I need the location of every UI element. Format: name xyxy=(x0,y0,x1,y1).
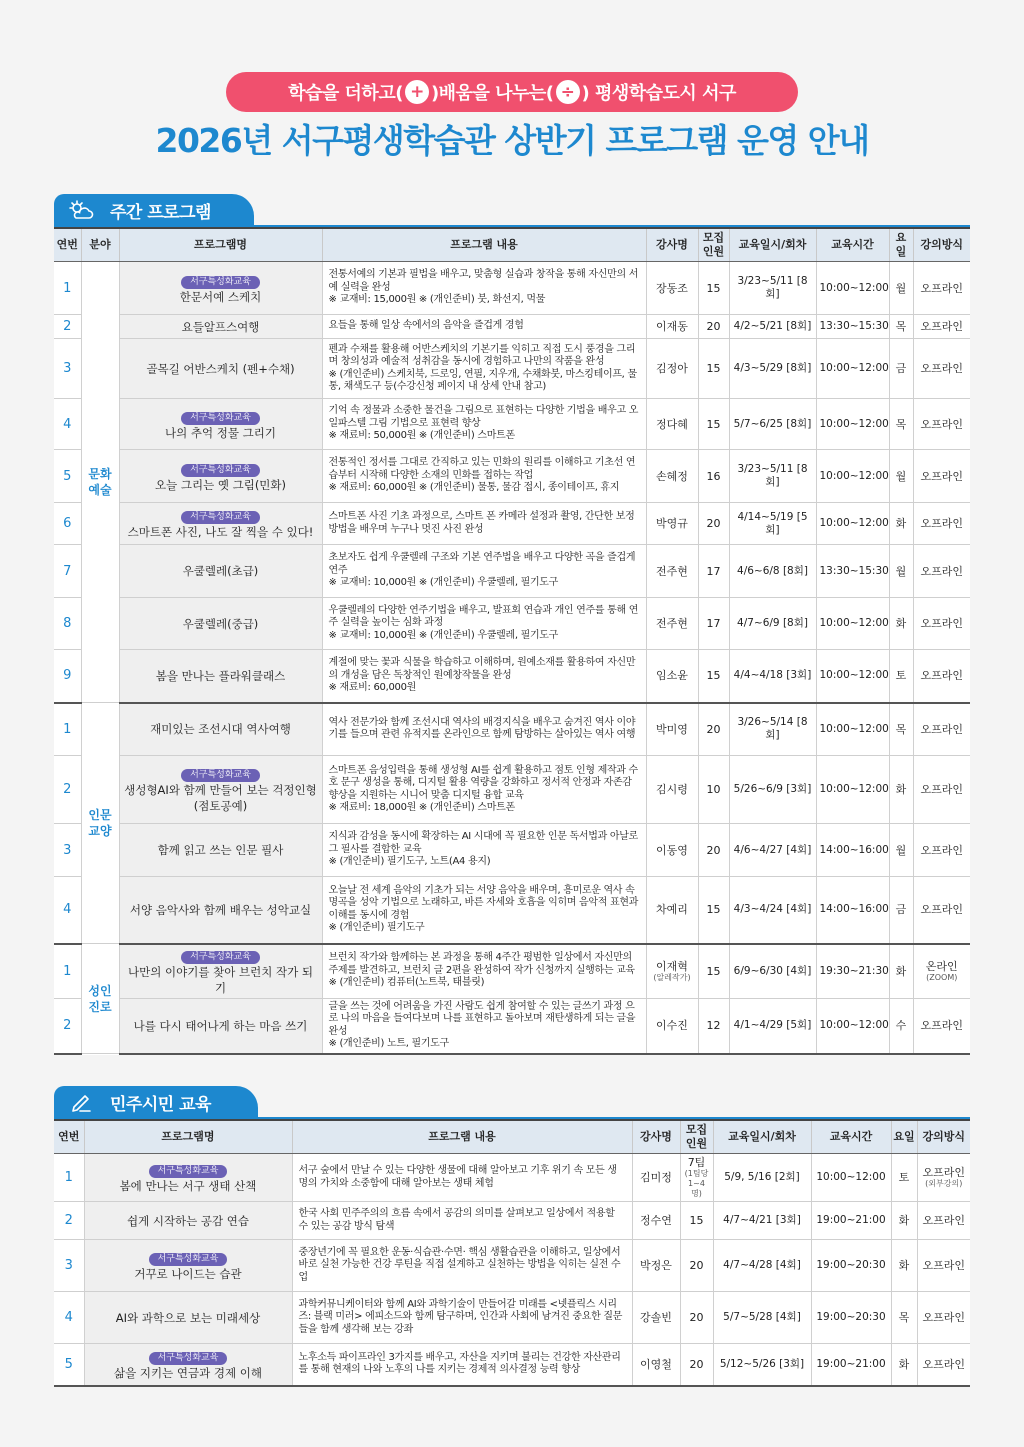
table-row xyxy=(54,877,970,944)
day-cell: 화 xyxy=(889,756,913,824)
program-name: 함께 읽고 쓰는 인문 필사 xyxy=(157,843,284,857)
time-cell: 13:30~15:30 xyxy=(816,315,889,339)
specialized-badge: 서구특성화교육 xyxy=(181,276,260,289)
time-cell: 14:00~16:00 xyxy=(816,877,889,944)
mode-cell: 오프라인 xyxy=(913,877,970,944)
sun-cloud-icon xyxy=(68,200,94,220)
day-cell: 화 xyxy=(889,944,913,999)
weekly-table-header xyxy=(54,228,970,262)
column-header: 연번 xyxy=(54,1120,84,1154)
weekly-section-tab xyxy=(54,194,254,226)
mode-cell: 오프라인 xyxy=(913,450,970,503)
program-name-cell xyxy=(84,1202,292,1240)
day-cell: 목 xyxy=(889,399,913,450)
mode-cell: 오프라인 xyxy=(913,824,970,877)
program-description: 과학커뮤니케이터와 함께 AI와 과학기술이 만들어갈 미래를 <넷플릭스 시리즈: 블랙 미러> 에피소드와 함께 탐구하며, 인간과 사회에 남겨진 중요한 질문들을 함께 생각해 보는 강좌 xyxy=(292,1292,632,1344)
table-row xyxy=(54,1202,970,1240)
table-row xyxy=(54,703,970,756)
table-row xyxy=(54,1240,970,1292)
row-number: 5 xyxy=(54,1344,84,1386)
program-description: 스마트폰 음성입력을 통해 생성형 AI를 쉽게 활용하고 점토 인형 제작과 수호 문구 생성을 통해, 디지털 활용 역량을 강화하고 정서적 안정과 자존감 향상을 지원하는 시니어 맞춤 디지털 융합 교육 ※ 재료비: 18,000원 ※ (개인준비) 스마트폰 xyxy=(322,756,646,824)
program-name: 봄에 만나는 서구 생태 산책 xyxy=(119,1179,257,1193)
row-number: 3 xyxy=(54,824,81,877)
schedule-cell: 4/1~4/29 [5회] xyxy=(729,998,816,1054)
program-name: 쉽게 시작하는 공감 연습 xyxy=(126,1213,250,1228)
program-name-cell xyxy=(119,450,322,503)
table-row xyxy=(54,998,970,1054)
column-header: 강사명 xyxy=(632,1120,680,1154)
capacity-cell: 20 xyxy=(680,1344,713,1386)
column-header: 강의방식 xyxy=(913,228,970,262)
instructor-cell: 정수연 xyxy=(632,1202,680,1240)
program-description: 노후소득 파이프라인 3가지를 배우고, 자산을 지키며 불리는 건강한 자산관리를 통해 현재의 나와 노후의 나를 지키는 경제적 의사결정 능력 향상 xyxy=(292,1344,632,1386)
table-row xyxy=(54,1154,970,1202)
instructor-cell: 이동영 xyxy=(646,824,698,877)
program-name-cell xyxy=(119,824,322,877)
column-header: 분야 xyxy=(81,228,119,262)
program-name-cell xyxy=(84,1344,292,1386)
instructor-cell: 박미영 xyxy=(646,703,698,756)
instructor-cell: 김미정 xyxy=(632,1154,680,1202)
table-row xyxy=(54,1292,970,1344)
day-cell: 수 xyxy=(889,998,913,1054)
day-cell: 목 xyxy=(889,315,913,339)
civic-section-title: 민주시민 교육 xyxy=(110,1094,211,1115)
capacity-cell: 15 xyxy=(698,262,729,315)
time-cell: 19:00~21:00 xyxy=(811,1202,891,1240)
column-header: 프로그램명 xyxy=(84,1120,292,1154)
day-cell: 월 xyxy=(889,262,913,315)
program-name: 거꾸로 나이드는 습관 xyxy=(134,1267,242,1281)
column-header: 프로그램명 xyxy=(119,228,322,262)
mode-cell: 오프라인 xyxy=(913,545,970,598)
program-description: 브런치 작가와 함께하는 본 과정을 통해 4주간 평범한 일상에서 자신만의 주제를 발견하고, 브런치 글 2편을 완성하여 작가 신청까지 실행하는 교육 ※ (개인준비) 컴퓨터(노트북, 태블릿) xyxy=(322,944,646,999)
instructor-cell: 김시령 xyxy=(646,756,698,824)
day-cell: 목 xyxy=(889,703,913,756)
instructor-cell: 이수진 xyxy=(646,998,698,1054)
schedule-cell: 4/6~4/27 [4회] xyxy=(729,824,816,877)
mode-cell: 오프라인 (외부강의) xyxy=(917,1154,970,1202)
column-header: 교육시간 xyxy=(811,1120,891,1154)
instructor-cell: 이재혁 (알레작가) xyxy=(646,944,698,999)
specialized-badge: 서구특성화교육 xyxy=(149,1253,228,1266)
program-name: 생성형AI와 함께 만들어 보는 걱정인형 (점토공예) xyxy=(124,783,317,813)
program-description: 전통적인 정서를 그대로 간직하고 있는 민화의 원리를 이해하고 기초선 연습부터 시작해 다양한 소재의 민화를 접하는 작업 ※ 재료비: 60,000원 ※ (개인준비) 물통, 물감 접시, 종이테이프, 휴지 xyxy=(322,450,646,503)
time-cell: 19:00~20:30 xyxy=(811,1292,891,1344)
instructor-cell: 장동조 xyxy=(646,262,698,315)
mode-cell: 오프라인 xyxy=(917,1292,970,1344)
column-header: 교육일시/회차 xyxy=(729,228,816,262)
program-name: 삶을 지키는 연금과 경제 이해 xyxy=(114,1365,262,1380)
day-cell: 토 xyxy=(891,1154,917,1202)
column-header: 요일 xyxy=(889,228,913,262)
program-name-cell xyxy=(84,1240,292,1292)
capacity-cell: 20 xyxy=(698,503,729,545)
capacity-cell: 20 xyxy=(680,1240,713,1292)
capacity-cell: 12 xyxy=(698,998,729,1054)
row-number: 3 xyxy=(54,339,81,399)
specialized-badge: 서구특성화교육 xyxy=(149,1165,228,1178)
program-name-cell xyxy=(119,944,322,999)
schedule-cell: 4/3~4/24 [4회] xyxy=(729,877,816,944)
row-number: 1 xyxy=(54,703,81,756)
day-cell: 월 xyxy=(889,545,913,598)
table-row xyxy=(54,944,970,999)
capacity-cell: 7팀 (1팀당 1~4명) xyxy=(680,1154,713,1202)
program-description: 오늘날 전 세계 음악의 기초가 되는 서양 음악을 배우며, 흥미로운 역사 속 명곡을 성악 기법으로 노래하고, 바른 자세와 호흡을 익히며 음악적 표현과 이해를 동시에 경험 ※ (개인준비) 필기도구 xyxy=(322,877,646,944)
instructor-cell: 전주현 xyxy=(646,545,698,598)
program-name: 재미있는 조선시대 역사여행 xyxy=(150,722,291,737)
slogan-part2: )배움을 나누는( xyxy=(430,83,554,104)
row-number: 4 xyxy=(54,399,81,450)
instructor-cell: 전주현 xyxy=(646,598,698,650)
schedule-cell: 5/7~6/25 [8회] xyxy=(729,399,816,450)
day-cell: 금 xyxy=(889,877,913,944)
program-name-cell xyxy=(119,650,322,703)
capacity-cell: 20 xyxy=(698,315,729,339)
instructor-cell: 박영규 xyxy=(646,503,698,545)
program-name: 나를 다시 태어나게 하는 마음 쓰기 xyxy=(133,1018,308,1033)
mode-cell: 오프라인 xyxy=(913,503,970,545)
column-header: 모집 인원 xyxy=(698,228,729,262)
schedule-cell: 5/12~5/26 [3회] xyxy=(713,1344,811,1386)
program-name: 우쿨렐레(중급) xyxy=(182,616,259,631)
program-name: 골목길 어반스케치 (펜+수채) xyxy=(146,361,295,376)
row-number: 2 xyxy=(54,998,81,1054)
capacity-cell: 15 xyxy=(698,339,729,399)
program-name-cell xyxy=(84,1292,292,1344)
program-description: 중장년기에 꼭 필요한 운동·식습관·수면· 핵심 생활습관을 이해하고, 일상에서 바로 실천 가능한 건강 루틴을 직접 설계하고 실천하는 방법을 익히는 실전 수업 xyxy=(292,1240,632,1292)
mode-cell: 오프라인 xyxy=(913,598,970,650)
row-number: 2 xyxy=(54,315,81,339)
civic-section-tab xyxy=(54,1086,258,1118)
specialized-badge: 서구특성화교육 xyxy=(181,769,260,782)
time-cell: 10:00~12:00 xyxy=(816,339,889,399)
schedule-cell: 4/4~4/18 [3회] xyxy=(729,650,816,703)
capacity-cell: 15 xyxy=(698,877,729,944)
day-cell: 화 xyxy=(891,1344,917,1386)
specialized-badge: 서구특성화교육 xyxy=(181,464,260,477)
table-row xyxy=(54,399,970,450)
schedule-cell: 4/7~6/9 [8회] xyxy=(729,598,816,650)
time-cell: 14:00~16:00 xyxy=(816,824,889,877)
program-description: 초보자도 쉽게 우쿨렐레 구조와 기본 연주법을 배우고 다양한 곡을 즐겁게 연주 ※ 교재비: 10,000원 ※ (개인준비) 우쿨렐레, 필기도구 xyxy=(322,545,646,598)
time-cell: 10:00~12:00 xyxy=(816,262,889,315)
slogan-banner xyxy=(226,72,798,112)
civic-program-table xyxy=(54,1119,970,1387)
instructor-cell: 차예리 xyxy=(646,877,698,944)
row-number: 4 xyxy=(54,1292,84,1344)
mode-cell: 오프라인 xyxy=(917,1240,970,1292)
specialized-badge: 서구특성화교육 xyxy=(181,412,260,425)
mode-cell: 오프라인 xyxy=(913,262,970,315)
program-description: 역사 전문가와 함께 조선시대 역사의 배경지식을 배우고 숨겨진 역사 이야기를 들으며 관련 유적지를 온라인으로 함께 탐방하는 살아있는 역사 여행 xyxy=(322,703,646,756)
weekly-program-table xyxy=(54,227,970,1055)
program-name-cell xyxy=(119,262,322,315)
program-name-cell xyxy=(84,1154,292,1202)
program-name-cell xyxy=(119,339,322,399)
time-cell: 10:00~12:00 xyxy=(811,1154,891,1202)
schedule-cell: 5/26~6/9 [3회] xyxy=(729,756,816,824)
mode-cell: 온라인 (ZOOM) xyxy=(913,944,970,999)
instructor-cell: 임소윤 xyxy=(646,650,698,703)
capacity-cell: 15 xyxy=(698,944,729,999)
specialized-badge: 서구특성화교육 xyxy=(181,511,260,524)
capacity-cell: 15 xyxy=(698,399,729,450)
weekly-section-title: 주간 프로그램 xyxy=(110,202,211,223)
time-cell: 10:00~12:00 xyxy=(816,598,889,650)
table-row xyxy=(54,545,970,598)
page-title: 2026년 서구평생학습관 상반기 프로그램 운영 안내 xyxy=(155,121,869,160)
schedule-cell: 4/7~4/21 [3회] xyxy=(713,1202,811,1240)
instructor-cell-note: (알레작가) xyxy=(653,972,691,982)
table-row xyxy=(54,262,970,315)
row-number: 8 xyxy=(54,598,81,650)
program-name: 한문서예 스케치 xyxy=(179,289,262,304)
day-cell: 화 xyxy=(889,598,913,650)
instructor-cell: 이영철 xyxy=(632,1344,680,1386)
program-name-cell xyxy=(119,545,322,598)
time-cell: 10:00~12:00 xyxy=(816,650,889,703)
time-cell: 10:00~12:00 xyxy=(816,703,889,756)
schedule-cell: 4/3~5/29 [8회] xyxy=(729,339,816,399)
program-name: 스마트폰 사진, 나도 잘 찍을 수 있다! xyxy=(127,525,314,539)
day-cell: 토 xyxy=(889,650,913,703)
time-cell: 10:00~12:00 xyxy=(816,450,889,503)
program-description: 한국 사회 민주주의의 흐름 속에서 공감의 의미를 살펴보고 일상에서 적용할 수 있는 공감 방식 탐색 xyxy=(292,1202,632,1240)
program-description: 지식과 감성을 동시에 확장하는 AI 시대에 꼭 필요한 인문 독서법과 아날로그 필사를 결합한 교육 ※ (개인준비) 필기도구, 노트(A4 용지) xyxy=(322,824,646,877)
table-row xyxy=(54,824,970,877)
day-cell: 화 xyxy=(891,1202,917,1240)
table-row xyxy=(54,756,970,824)
time-cell: 10:00~12:00 xyxy=(816,998,889,1054)
instructor-cell: 박정은 xyxy=(632,1240,680,1292)
program-name: 오늘 그리는 옛 그림(민화) xyxy=(154,477,287,492)
capacity-cell: 20 xyxy=(698,703,729,756)
program-name: 우쿨렐레(초급) xyxy=(182,564,259,578)
day-cell: 목 xyxy=(891,1292,917,1344)
program-name: 서양 음악사와 함께 배우는 성악교실 xyxy=(129,902,312,917)
capacity-cell: 20 xyxy=(680,1292,713,1344)
day-cell: 월 xyxy=(889,450,913,503)
day-cell: 월 xyxy=(889,824,913,877)
program-name-cell xyxy=(119,503,322,545)
schedule-cell: 4/14~5/19 [5회] xyxy=(729,503,816,545)
day-cell: 화 xyxy=(891,1240,917,1292)
row-number: 2 xyxy=(54,756,81,824)
program-name: 봄을 만나는 플라워클래스 xyxy=(155,668,286,683)
schedule-cell: 4/2~5/21 [8회] xyxy=(729,315,816,339)
schedule-cell: 3/23~5/11 [8회] xyxy=(729,450,816,503)
program-description: 계절에 맞는 꽃과 식물을 학습하고 이해하며, 원예소재를 활용하여 자신만의 개성을 담은 독창적인 원예창작물을 완성 ※ 재료비: 60,000원 xyxy=(322,650,646,703)
instructor-cell: 김정아 xyxy=(646,339,698,399)
pencil-icon xyxy=(68,1092,94,1112)
program-description: 기억 속 정물과 소중한 물건을 그림으로 표현하는 다양한 기법을 배우고 오일파스텔 그림 기법으로 표현력 향상 ※ 재료비: 50,000원 ※ (개인준비) 스마트폰 xyxy=(322,399,646,450)
program-name-cell xyxy=(119,703,322,756)
capacity-cell-note: (1팀당 1~4명) xyxy=(684,1169,709,1198)
table-row xyxy=(54,1344,970,1386)
column-header: 연번 xyxy=(54,228,81,262)
row-number: 1 xyxy=(54,944,81,999)
column-header: 강사명 xyxy=(646,228,698,262)
schedule-cell: 4/6~6/8 [8회] xyxy=(729,545,816,598)
capacity-cell: 15 xyxy=(680,1202,713,1240)
program-name-cell xyxy=(119,598,322,650)
row-number: 7 xyxy=(54,545,81,598)
slogan-part3: ) 평생학습도시 서구 xyxy=(581,83,736,104)
mode-cell: 오프라인 xyxy=(913,339,970,399)
program-description: 서구 숲에서 만날 수 있는 다양한 생물에 대해 알아보고 기후 위기 속 모든 생명의 가치와 소중함에 대해 알아보는 생태 체험 xyxy=(292,1154,632,1202)
mode-cell: 오프라인 xyxy=(917,1344,970,1386)
program-description: 요들을 통해 일상 속에서의 음악을 즐겁게 경험 xyxy=(322,315,646,339)
mode-cell: 오프라인 xyxy=(913,399,970,450)
row-number: 4 xyxy=(54,877,81,944)
schedule-cell: 5/9, 5/16 [2회] xyxy=(713,1154,811,1202)
mode-cell-note: (ZOOM) xyxy=(926,972,958,982)
row-number: 1 xyxy=(54,1154,84,1202)
category-cell: 인문 교양 xyxy=(81,703,119,944)
program-name-cell xyxy=(119,877,322,944)
program-name-cell xyxy=(119,998,322,1054)
table-row xyxy=(54,503,970,545)
schedule-cell: 3/26~5/14 [8회] xyxy=(729,703,816,756)
mode-cell: 오프라인 xyxy=(913,998,970,1054)
column-header: 강의방식 xyxy=(917,1120,970,1154)
specialized-badge: 서구특성화교육 xyxy=(149,1352,228,1365)
schedule-cell: 4/7~4/28 [4회] xyxy=(713,1240,811,1292)
instructor-cell: 손혜정 xyxy=(646,450,698,503)
instructor-cell: 강솔빈 xyxy=(632,1292,680,1344)
slogan-part1: 학습을 더하고( xyxy=(288,83,403,104)
specialized-badge: 서구특성화교육 xyxy=(181,951,260,964)
mode-cell-note: (외부강의) xyxy=(925,1179,963,1188)
program-name: 나의 추억 정물 그리기 xyxy=(165,425,276,440)
table-row xyxy=(54,315,970,339)
column-header: 프로그램 내용 xyxy=(322,228,646,262)
column-header: 교육시간 xyxy=(816,228,889,262)
capacity-cell: 10 xyxy=(698,756,729,824)
program-description: 전통서예의 기본과 필법을 배우고, 맞춤형 실습과 창작을 통해 자신만의 서예 실력을 완성 ※ 교재비: 15,000원 ※ (개인준비) 붓, 화선지, 먹물 xyxy=(322,262,646,315)
mode-cell: 오프라인 xyxy=(913,650,970,703)
time-cell: 19:30~21:30 xyxy=(816,944,889,999)
program-description: 우쿨렐레의 다양한 연주기법을 배우고, 발표회 연습과 개인 연주를 통해 연주 실력을 높이는 심화 과정 ※ 교재비: 10,000원 ※ (개인준비) 우쿨렐레, 필기도구 xyxy=(322,598,646,650)
table-row xyxy=(54,650,970,703)
time-cell: 19:00~20:30 xyxy=(811,1240,891,1292)
capacity-cell: 17 xyxy=(698,545,729,598)
table-row xyxy=(54,450,970,503)
schedule-cell: 5/7~5/28 [4회] xyxy=(713,1292,811,1344)
mode-cell: 오프라인 xyxy=(913,756,970,824)
program-name: 나만의 이야기를 찾아 브런치 작가 되기 xyxy=(128,964,313,995)
row-number: 5 xyxy=(54,450,81,503)
category-cell: 문화 예술 xyxy=(81,262,119,703)
category-cell: 성인 진로 xyxy=(81,944,119,1054)
column-header: 교육일시/회차 xyxy=(713,1120,811,1154)
table-row xyxy=(54,598,970,650)
day-cell: 화 xyxy=(889,503,913,545)
schedule-cell: 6/9~6/30 [4회] xyxy=(729,944,816,999)
instructor-cell: 정다혜 xyxy=(646,399,698,450)
program-name: AI와 과학으로 보는 미래세상 xyxy=(115,1310,261,1325)
civic-table-header xyxy=(54,1120,970,1154)
mode-cell: 오프라인 xyxy=(913,703,970,756)
row-number: 9 xyxy=(54,650,81,703)
program-name: 요들알프스여행 xyxy=(181,319,260,334)
row-number: 3 xyxy=(54,1240,84,1292)
capacity-cell: 16 xyxy=(698,450,729,503)
row-number: 1 xyxy=(54,262,81,315)
column-header: 프로그램 내용 xyxy=(292,1120,632,1154)
plus-icon: + xyxy=(405,80,429,104)
row-number: 6 xyxy=(54,503,81,545)
column-header: 모집 인원 xyxy=(680,1120,713,1154)
time-cell: 10:00~12:00 xyxy=(816,503,889,545)
capacity-cell: 17 xyxy=(698,598,729,650)
divide-icon: ÷ xyxy=(556,80,580,104)
capacity-cell: 15 xyxy=(698,650,729,703)
program-description: 글을 쓰는 것에 어려움을 가진 사람도 쉽게 참여할 수 있는 글쓰기 과정 으로 나의 마음을 들여다보며 나를 표현하고 돌아보며 재탄생하게 되는 글을 완성 ※ (개인준비) 노트, 필기도구 xyxy=(322,998,646,1054)
row-number: 2 xyxy=(54,1202,84,1240)
instructor-cell: 이재동 xyxy=(646,315,698,339)
mode-cell: 오프라인 xyxy=(917,1202,970,1240)
table-row xyxy=(54,339,970,399)
column-header: 요일 xyxy=(891,1120,917,1154)
day-cell: 금 xyxy=(889,339,913,399)
time-cell: 10:00~12:00 xyxy=(816,756,889,824)
program-name-cell xyxy=(119,399,322,450)
time-cell: 13:30~15:30 xyxy=(816,545,889,598)
program-name-cell xyxy=(119,315,322,339)
capacity-cell: 20 xyxy=(698,824,729,877)
program-description: 스마트폰 사진 기초 과정으로, 스마트 폰 카메라 설정과 촬영, 간단한 보정 방법을 배우며 누구나 멋진 사진 완성 xyxy=(322,503,646,545)
program-name-cell xyxy=(119,756,322,824)
time-cell: 10:00~12:00 xyxy=(816,399,889,450)
schedule-cell: 3/23~5/11 [8회] xyxy=(729,262,816,315)
program-description: 펜과 수채를 활용해 어반스케치의 기본기를 익히고 직접 도시 풍경을 그리며 창의성과 예술적 성취감을 동시에 경험하고 나만의 작품을 완성 ※ (개인준비) 스케치북, 드로잉, 연필, 지우개, 수채화붓, 마스킹테이프, 물통, 채색도구 등(수강신청 페이지 내 상세 안내 참고) xyxy=(322,339,646,399)
time-cell: 19:00~21:00 xyxy=(811,1344,891,1386)
mode-cell: 오프라인 xyxy=(913,315,970,339)
